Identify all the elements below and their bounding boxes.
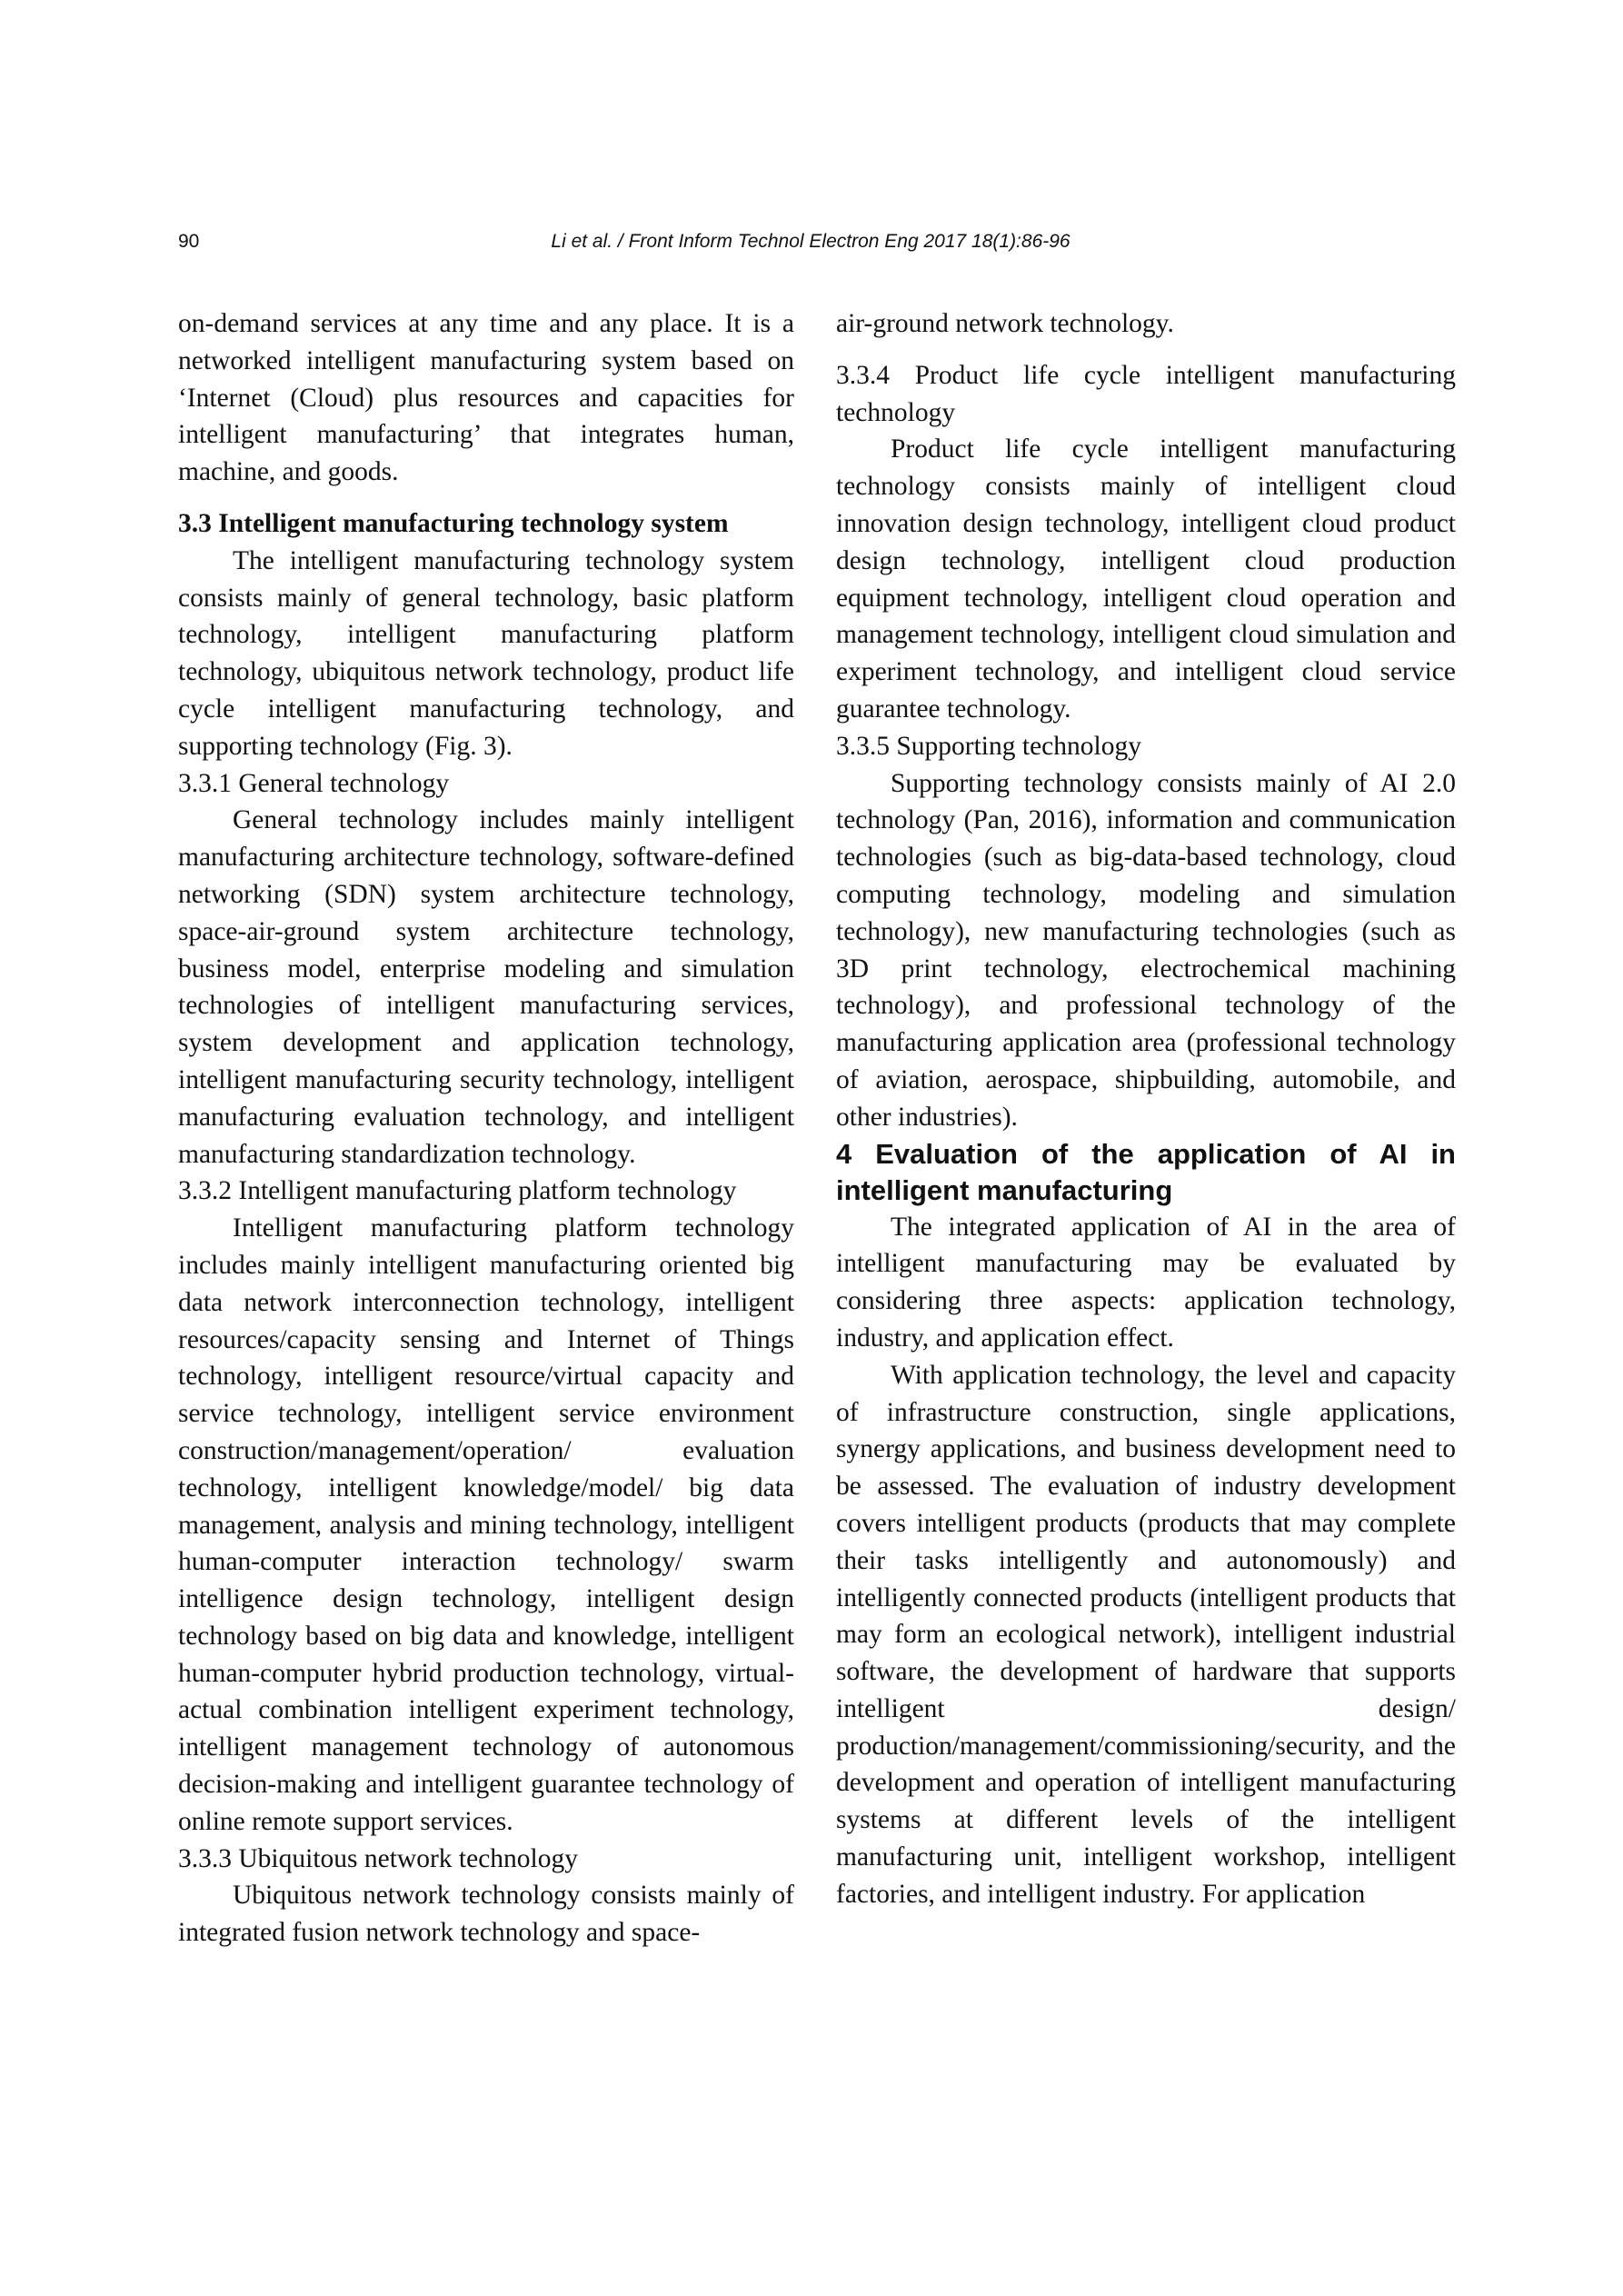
subsubsection-heading-3-3-4: 3.3.4 Product life cycle intelligent manufacturing technology <box>836 360 1456 427</box>
running-header <box>178 231 1443 262</box>
paragraph-4-b: With application technology, the level and capacity of infrastructure construction, single applications, synergy applications, and business development need to be assessed. The evaluation of industry development covers intelligent products (products that may complete their tasks intelligently and autonomously) and intelligently connected products (intelligent products that may form an ecological network), intelligent industrial software, the development of hardware that supports intelligent design/ production/management/commissioning/security, and the development and operation of intelligent manufacturing systems at different levels of the intelligent manufacturing unit, intelligent workshop, intelligent factories, and intelligent industry. For application <box>836 1360 1456 1909</box>
paragraph-3-3-1: General technology includes mainly intelligent manufacturing architecture technology, software-defined networking (SDN) system architecture technology, space-air-ground system architecture technology, business model, enterprise modeling and simulation technologies of intelligent manufacturing services, system development and application technology, intelligent manufacturing security technology, intelligent manufacturing evaluation technology, and intelligent manufacturing standardization technology. <box>178 805 794 1169</box>
paragraph-continued: air-ground network technology. <box>836 309 1174 338</box>
subsubsection-heading-3-3-1: 3.3.1 General technology <box>178 768 450 798</box>
section-heading-4: 4 Evaluation of the application of AI in intelligent manufacturing <box>836 1137 1456 1206</box>
subsubsection-heading-3-3-3: 3.3.3 Ubiquitous network technology <box>178 1843 578 1873</box>
subsection-heading-3-3: 3.3 Intelligent manufacturing technology system <box>178 508 729 538</box>
paragraph-3-3-4: Product life cycle intelligent manufacturing technology consists mainly of intelligent cloud innovation design technology, intelligent cloud product design technology, intelligent cloud production equipment technology, intelligent cloud operation and management technology, intelligent cloud simulation and experiment technology, and intelligent cloud service guarantee technology. <box>836 434 1456 724</box>
journal-citation: Li et al. / Front Inform Technol Electron Eng 2017 18(1):86-96 <box>551 231 1070 252</box>
subsubsection-heading-3-3-5: 3.3.5 Supporting technology <box>836 731 1141 761</box>
paragraph-continued: on-demand services at any time and any place. It is a networked intelligent manufacturing system based on ‘Internet (Cloud) plus resources and capacities for intelligent manufacturing’ that integrates human, machine, and goods. <box>178 309 794 487</box>
subsubsection-heading-3-3-2: 3.3.2 Intelligent manufacturing platform technology <box>178 1176 737 1206</box>
page-number: 90 <box>178 231 200 252</box>
right-column <box>836 305 1456 1913</box>
paragraph-3-3-3: Ubiquitous network technology consists mainly of integrated fusion network technology and space- <box>178 1881 794 1948</box>
paragraph-3-3: The intelligent manufacturing technology system consists mainly of general technology, basic platform technology, intelligent manufacturing platform technology, ubiquitous network technology, product life cycle intelligent manufacturing technology, and supporting technology (Fig. 3). <box>178 545 794 761</box>
paragraph-3-3-5: Supporting technology consists mainly of AI 2.0 technology (Pan, 2016), information and communication technologies (such as big-data-based technology, cloud computing technology, modeling and simulation technology), new manufacturing technologies (such as 3D print technology, electrochemical machining technology), and professional technology of the manufacturing application area (professional technology of aviation, aerospace, shipbuilding, automobile, and other industries). <box>836 768 1456 1132</box>
paragraph-3-3-2: Intelligent manufacturing platform technology includes mainly intelligent manufacturing oriented big data network interconnection technology, intelligent resources/capacity sensing and Internet of Things technology, intelligent resource/virtual capacity and service technology, intelligent service environment construction/management/operation/ evaluation technology, intelligent knowledge/model/ big data management, analysis and mining technology, intelligent human-computer interaction technology/ swarm intelligence design technology, intelligent design technology based on big data and knowledge, intelligent human-computer hybrid production technology, virtual-actual combination intelligent experiment technology, intelligent management technology of autonomous decision-making and intelligent guarantee technology of online remote support services. <box>178 1213 794 1836</box>
left-column <box>178 305 794 1952</box>
paragraph-4-a: The integrated application of AI in the area of intelligent manufacturing may be evaluated by considering three aspects: application technology, industry, and application effect. <box>836 1212 1456 1353</box>
